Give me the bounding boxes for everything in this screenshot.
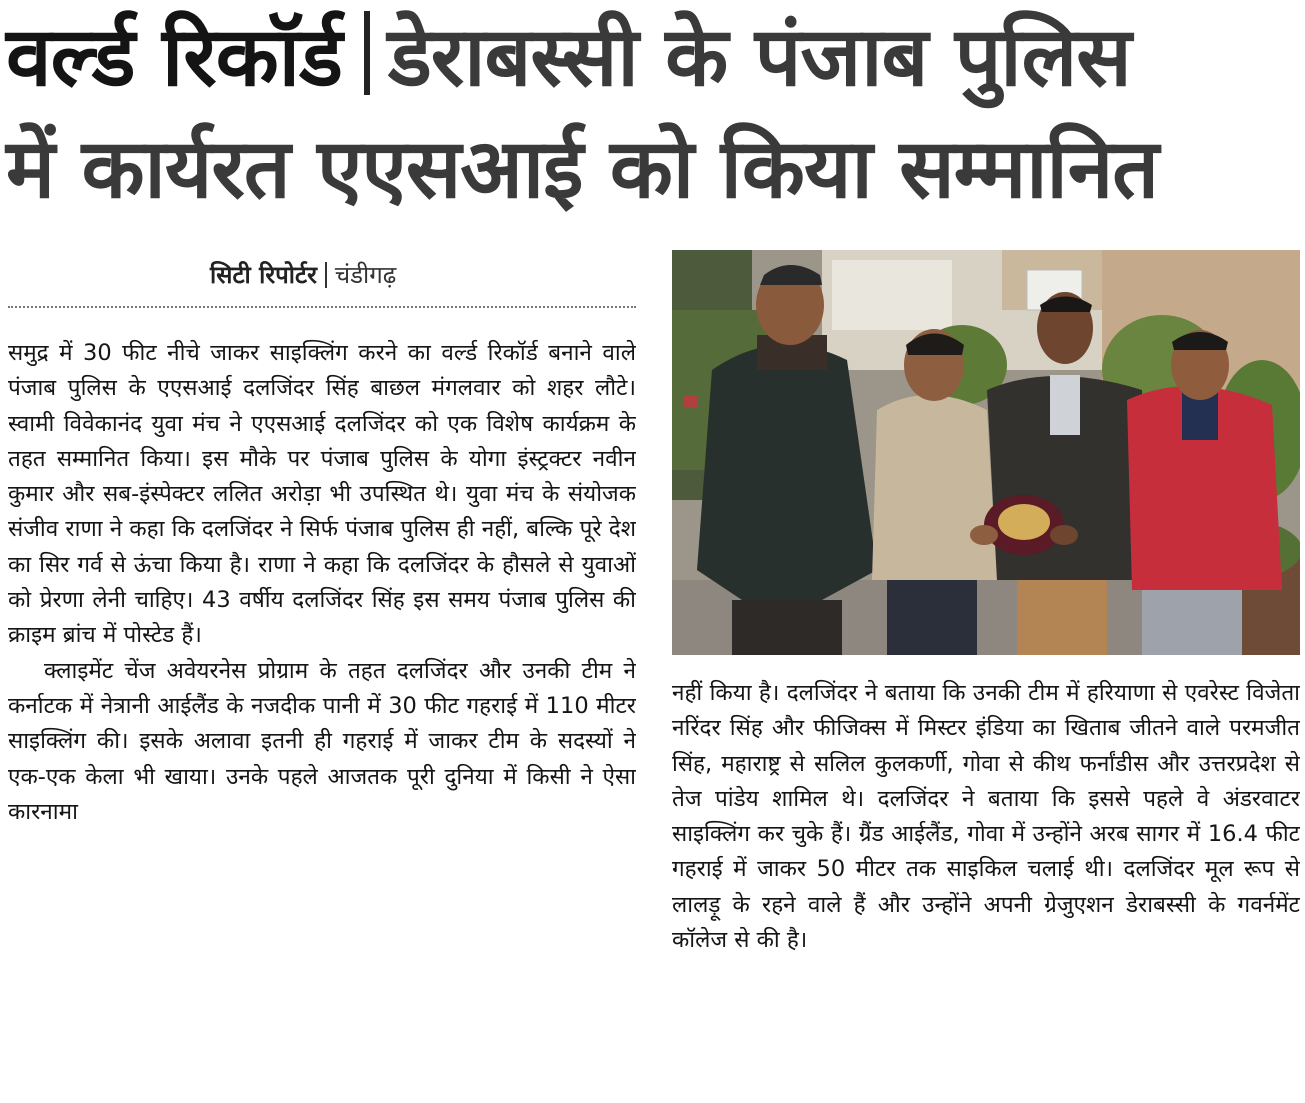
headline-line-2: में कार्यरत एएसआई को किया सम्मानित [6,122,1158,217]
article-paragraph-2: क्लाइमेंट चेंज अवेयरनेस प्रोग्राम के तहत दलजिंदर और उनकी टीम ने कर्नाटक में नेत्रानी आईलैंड के नजदीक पानी में 30 फीट गहराई में 110 मीटर साइक्लिंग की। इसके अलावा इतनी ही गहराई में जाकर टीम के सदस्यों ने एक-एक केला भी खाया। उनके पहले आजतक पूरी दुनिया में किसी ने ऐसा कारनामा [8,657,636,825]
article-paragraph-3: नहीं किया है। दलजिंदर ने बताया कि उनकी टीम में हरियाणा से एवरेस्ट विजेता नरिंदर सिंह और फीजिक्स में मिस्टर इंडिया का खिताब जीतने वाले परमजीत सिंह, महाराष्ट्र से सलिल कुलकर्णी, गोवा से कीथ फर्नांडीस और उत्तरप्रदेश से तेज पांडेय शामिल थे। दलजिंदर ने बताया कि इससे पहले वे अंडरवाटर साइक्लिंग कर चुके हैं। ग्रैंड आईलैंड, गोवा में उन्होंने अरब सागर में 16.4 फीट गहराई में जाकर 50 मीटर तक साइकिल चलाई थी। दलजिंदर मूल रूप से लालड़ू के रहने वाले हैं और उन्होंने अपनी ग्रेजुएशन डेराबस्सी के गवर्नमेंट कॉलेज से की है। [672,680,1300,954]
byline [210,258,396,291]
headline-line-1 [6,8,1131,108]
byline-separator [325,262,327,288]
article-paragraph-1: समुद्र में 30 फीट नीचे जाकर साइक्लिंग करने का वर्ल्ड रिकॉर्ड बनाने वाले पंजाब पुलिस के एएसआई दलजिंदर सिंह बाछल मंगलवार को शहर लौटे। स्वामी विवेकानंद युवा मंच ने एएसआई दलजिंदर को एक विशेष कार्यक्रम के तहत सम्मानित किया। इस मौके पर पंजाब पुलिस के योगा इंस्ट्रक्टर नवीन कुमार और सब-इंस्पेक्टर ललित अरोड़ा भी उपस्थित थे। युवा मंच के संयोजक संजीव राणा ने कहा कि दलजिंदर ने सिर्फ पंजाब पुलिस ही नहीं, बल्कि पूरे देश का सिर गर्व से ऊंचा किया है। राणा ने कहा कि दलजिंदर के हौसले से युवाओं को प्रेरणा लेनी चाहिए। 43 वर्षीय दलजिंदर सिंह इस समय पंजाब पुलिस की क्राइम ब्रांच में पोस्टेड हैं। [8,340,636,649]
byline-reporter: सिटी रिपोर्टर [210,261,317,289]
article-column-2 [672,676,1300,1101]
dotted-divider [8,306,636,308]
article-column-1 [8,336,636,1096]
headline-tag: वर्ल्ड रिकॉर्ड [6,10,342,105]
news-photo [672,250,1300,655]
headline-line-1-text: डेराबस्सी के पंजाब पुलिस [387,10,1131,105]
byline-city: चंडीगढ़ [334,261,397,289]
headline-separator [364,11,370,95]
